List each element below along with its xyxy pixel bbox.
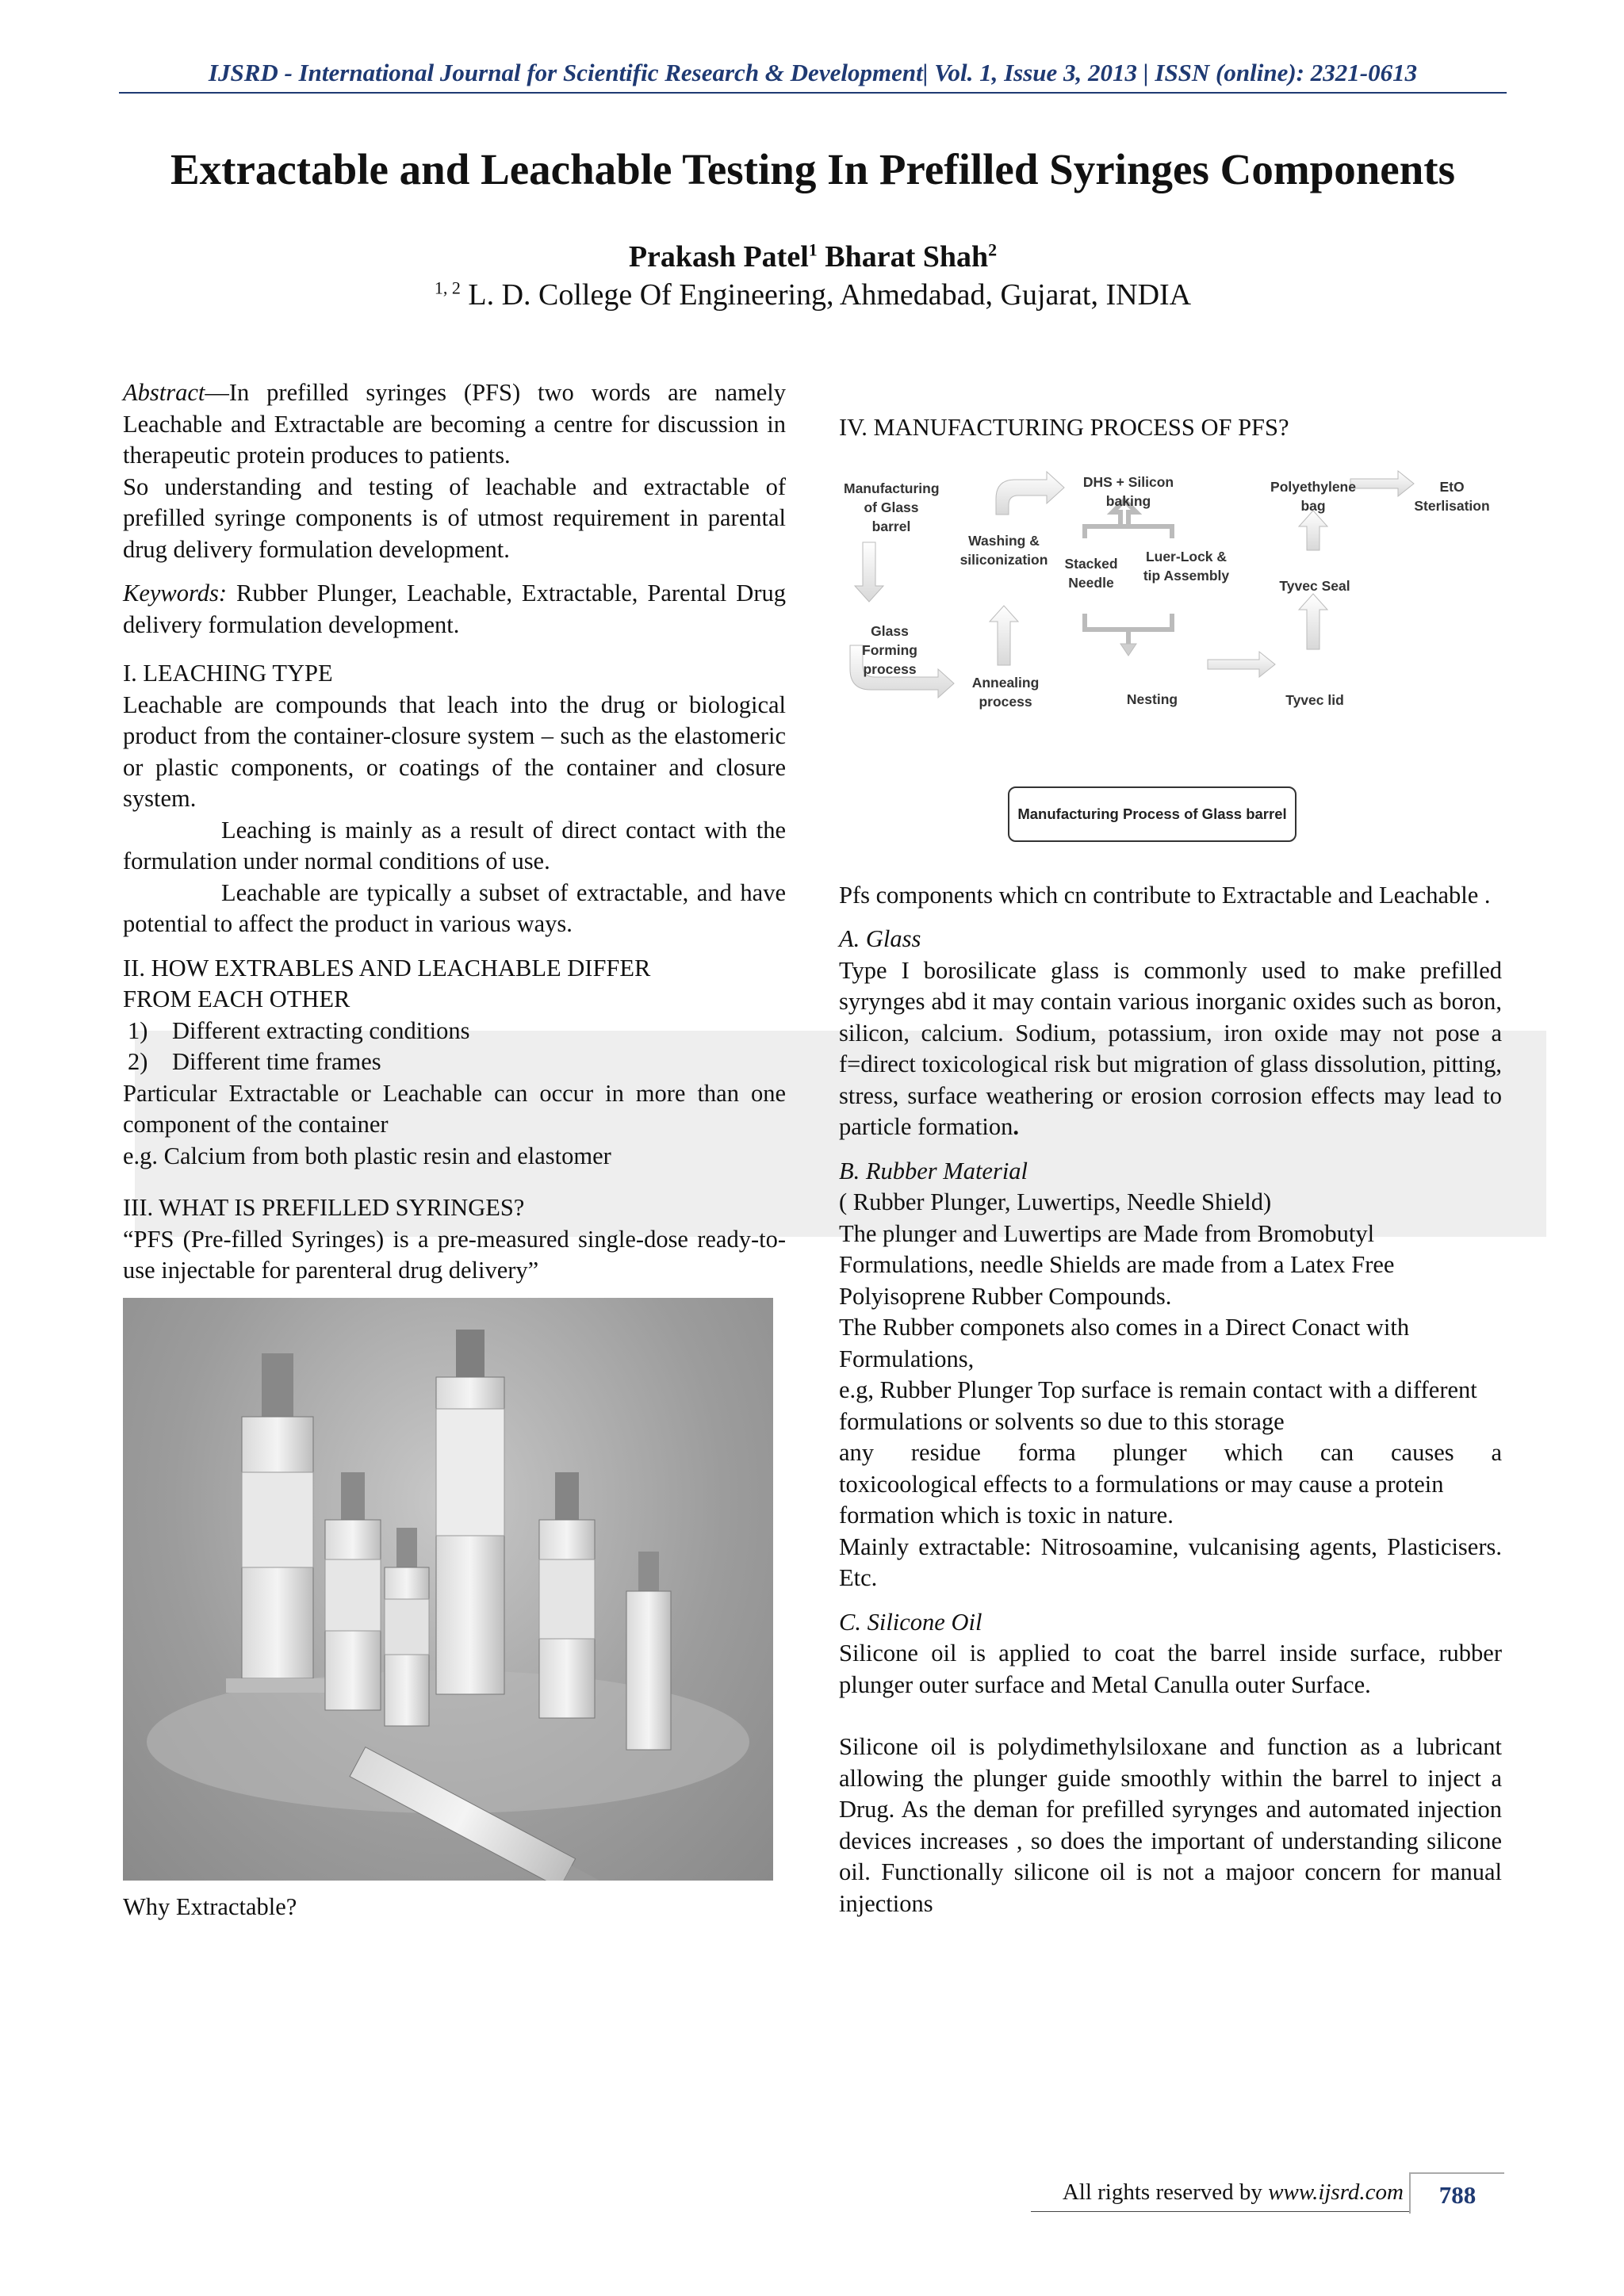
section-3-after-figure: Why Extractable? <box>123 1892 297 1920</box>
section-1-para-1: Leachable are compounds that leach into the drug or biological product from the container-closure system – such as the elastomeric or plastic components, or coatings of the container and closure system. <box>123 691 786 812</box>
subsection-b-line-2: The plunger and Luwertips are Made from Bromobutyl Formulations, needle Shields are made from a Latex Free Polyisoprene Rubber Compounds. <box>839 1219 1395 1310</box>
subsection-b-line-5: any residue forma plunger which can causes a <box>839 1439 1502 1466</box>
section-2-heading-1: II. HOW EXTRABLES AND LEACHABLE DIFFER <box>123 954 651 982</box>
subsection-b-line-7: Mainly extractable: Nitrosoamine, vulcanising agents, Plasticisers. Etc. <box>839 1533 1502 1591</box>
left-column <box>123 377 786 1923</box>
keywords-text: Rubber Plunger, Leachable, Extractable, Parental Drug delivery formulation development. <box>123 580 786 638</box>
abstract-label: Abstract <box>123 379 205 406</box>
subsection-b-line-1: ( Rubber Plunger, Luwertips, Needle Shield) <box>839 1188 1272 1215</box>
label-stacked-needle: Stacked Needle <box>1064 555 1118 591</box>
arrow-up-2 <box>1299 594 1327 649</box>
subsection-b-line-4: e.g, Rubber Plunger Top surface is remain contact with a different formulations or solvents so due to this storage <box>839 1376 1477 1435</box>
syringes-illustration <box>123 1298 773 1881</box>
subsection-a-text: Type I borosilicate glass is commonly used to make prefilled syrynges abd it may contain various inorganic oxides such as boron, silicon, calcium. Sodium, potassium, iron oxide may not pose a f=direct toxicological risk but migration of glass dissolution, pitting, stress, surface weathering or erosion corrosion effects may lead to particle formation <box>839 956 1502 1140</box>
page-number: 788 <box>1409 2172 1504 2214</box>
authors <box>238 239 1388 274</box>
section-4-heading: IV. MANUFACTURING PROCESS OF PFS? <box>839 414 1289 441</box>
section-3-heading: III. WHAT IS PREFILLED SYRINGES? <box>123 1194 525 1221</box>
label-glass-forming: Glass Forming process <box>862 622 917 677</box>
section-3-para-1: “PFS (Pre-filled Syringes) is a pre-measured single-dose ready-to-use injectable for parenteral drug delivery” <box>123 1225 786 1284</box>
author-2: Bharat Shah <box>825 240 989 274</box>
subsection-b-line-6: toxicoological effects to a formulations or may cause a protein formation which is toxic in nature. <box>839 1470 1444 1529</box>
item-1-number: 1) <box>128 1016 148 1044</box>
author-1: Prakash Patel <box>628 240 809 274</box>
keywords-label: Keywords: <box>123 580 228 607</box>
author-1-sup: 1 <box>808 239 818 260</box>
section-2-para-1: Particular Extractable or Leachable can occur in more than one component of the container <box>123 1079 786 1138</box>
arrow-bent-2 <box>996 472 1064 515</box>
label-luer-lock: Luer-Lock & tip Assembly <box>1143 548 1230 584</box>
arrow-up-1 <box>990 606 1018 665</box>
section-2-item-2 <box>123 1047 786 1078</box>
label-washing: Washing & siliconization <box>959 532 1048 568</box>
subsection-a-heading: A. Glass <box>839 925 921 952</box>
paper-title: Extractable and Leachable Testing In Prefilled Syringes Components <box>170 145 1456 193</box>
syringe-6 <box>626 1552 671 1750</box>
abstract-para-1 <box>123 377 786 472</box>
diagram-caption: Manufacturing Process of Glass barrel <box>1008 786 1297 842</box>
abstract-para-2: So understanding and testing of leachable and extractable of prefilled syringe components is of utmost requirement in parental drug delivery formulation development. <box>123 473 786 563</box>
affiliation-sup: 1, 2 <box>434 277 461 298</box>
subsection-c-para-2: Silicone oil is polydimethylsiloxane and function as a lubricant allowing the plunger guide smoothly within the barrel to inject a Drug. As the deman for prefilled syrynges and automated injection devices increases , so does the important of understanding silicone oil. Functionally silicone oil is not a majoor concern for manual injections <box>839 1733 1502 1917</box>
footer-rights <box>1031 2179 1404 2206</box>
keywords <box>123 578 786 641</box>
header-rule <box>119 92 1507 94</box>
arrow-down-2 <box>1120 644 1136 656</box>
label-eto-sterilisation: EtO Sterlisation <box>1414 478 1490 514</box>
label-polyethylene-bag: Polyethylene bag <box>1270 478 1356 514</box>
arrow-bracket-2 <box>1085 614 1172 644</box>
footer-rights-text: All rights reserved by <box>1062 2179 1269 2205</box>
prefilled-syringes-photo <box>123 1298 773 1881</box>
right-column <box>839 412 1502 1919</box>
syringe-1 <box>226 1353 329 1693</box>
subsection-b-heading: B. Rubber Material <box>839 1157 1028 1184</box>
section-2-item-1 <box>123 1016 786 1047</box>
section-1-heading: I. LEACHING TYPE <box>123 660 333 687</box>
footer-rule <box>1031 2211 1410 2212</box>
manufacturing-process-diagram <box>839 455 1502 867</box>
label-tyvec-lid: Tyvec lid <box>1285 691 1344 708</box>
syringe-4 <box>385 1528 429 1726</box>
section-1-para-3: Leachable are typically a subset of extractable, and have potential to affect the product in various ways. <box>123 878 786 937</box>
syringe-5 <box>539 1472 595 1718</box>
journal-header: IJSRD - International Journal for Scientific Research & Development| Vol. 1, Issue 3, 2013 | ISSN (online): 2321-0613 <box>208 59 1418 86</box>
section-1-para-2: Leaching is mainly as a result of direct contact with the formulation under normal conditions of use. <box>123 816 786 874</box>
item-2-text: Different time frames <box>172 1048 381 1075</box>
section-4-para-1: Pfs components which cn contribute to Extractable and Leachable . <box>839 881 1491 909</box>
author-2-sup: 2 <box>988 239 998 260</box>
label-manufacturing-glass: Manufacturing of Glass barrel <box>844 480 940 534</box>
arrow-down-1 <box>855 542 883 602</box>
section-2-heading-2: FROM EACH OTHER <box>123 985 350 1012</box>
affiliation <box>238 277 1388 312</box>
subsection-c-heading: C. Silicone Oil <box>839 1608 982 1636</box>
footer-url[interactable]: www.ijsrd.com <box>1268 2179 1404 2205</box>
label-dhs-silicon: DHS + Silicon baking <box>1082 473 1174 509</box>
arrow-up-3 <box>1299 511 1327 550</box>
syringe-2 <box>325 1472 381 1710</box>
affiliation-text: L. D. College Of Engineering, Ahmedabad, Gujarat, INDIA <box>468 278 1192 312</box>
subsection-c-para-1: Silicone oil is applied to coat the barrel inside surface, rubber plunger outer surface and Metal Canulla outer Surface. <box>839 1640 1502 1698</box>
syringe-3 <box>436 1330 504 1694</box>
subsection-b-line-3: The Rubber componets also comes in a Direct Conact with Formulations, <box>839 1314 1410 1372</box>
section-2-para-2: e.g. Calcium from both plastic resin and elastomer <box>123 1142 611 1169</box>
abstract-text-1: —In prefilled syringes (PFS) two words are namely Leachable and Extractable are becoming a centre for discussion in therapeutic protein produces to patients. <box>123 379 786 469</box>
label-tyvec-seal: Tyvec Seal <box>1279 577 1350 594</box>
item-1-text: Different extracting conditions <box>172 1016 470 1044</box>
subsection-a-end: . <box>1013 1113 1019 1140</box>
label-annealing: Annealing process <box>971 674 1040 710</box>
label-nesting: Nesting <box>1126 691 1178 707</box>
arrow-right-1 <box>1208 652 1275 677</box>
subsection-a-para <box>839 955 1502 1143</box>
item-2-number: 2) <box>128 1048 148 1075</box>
